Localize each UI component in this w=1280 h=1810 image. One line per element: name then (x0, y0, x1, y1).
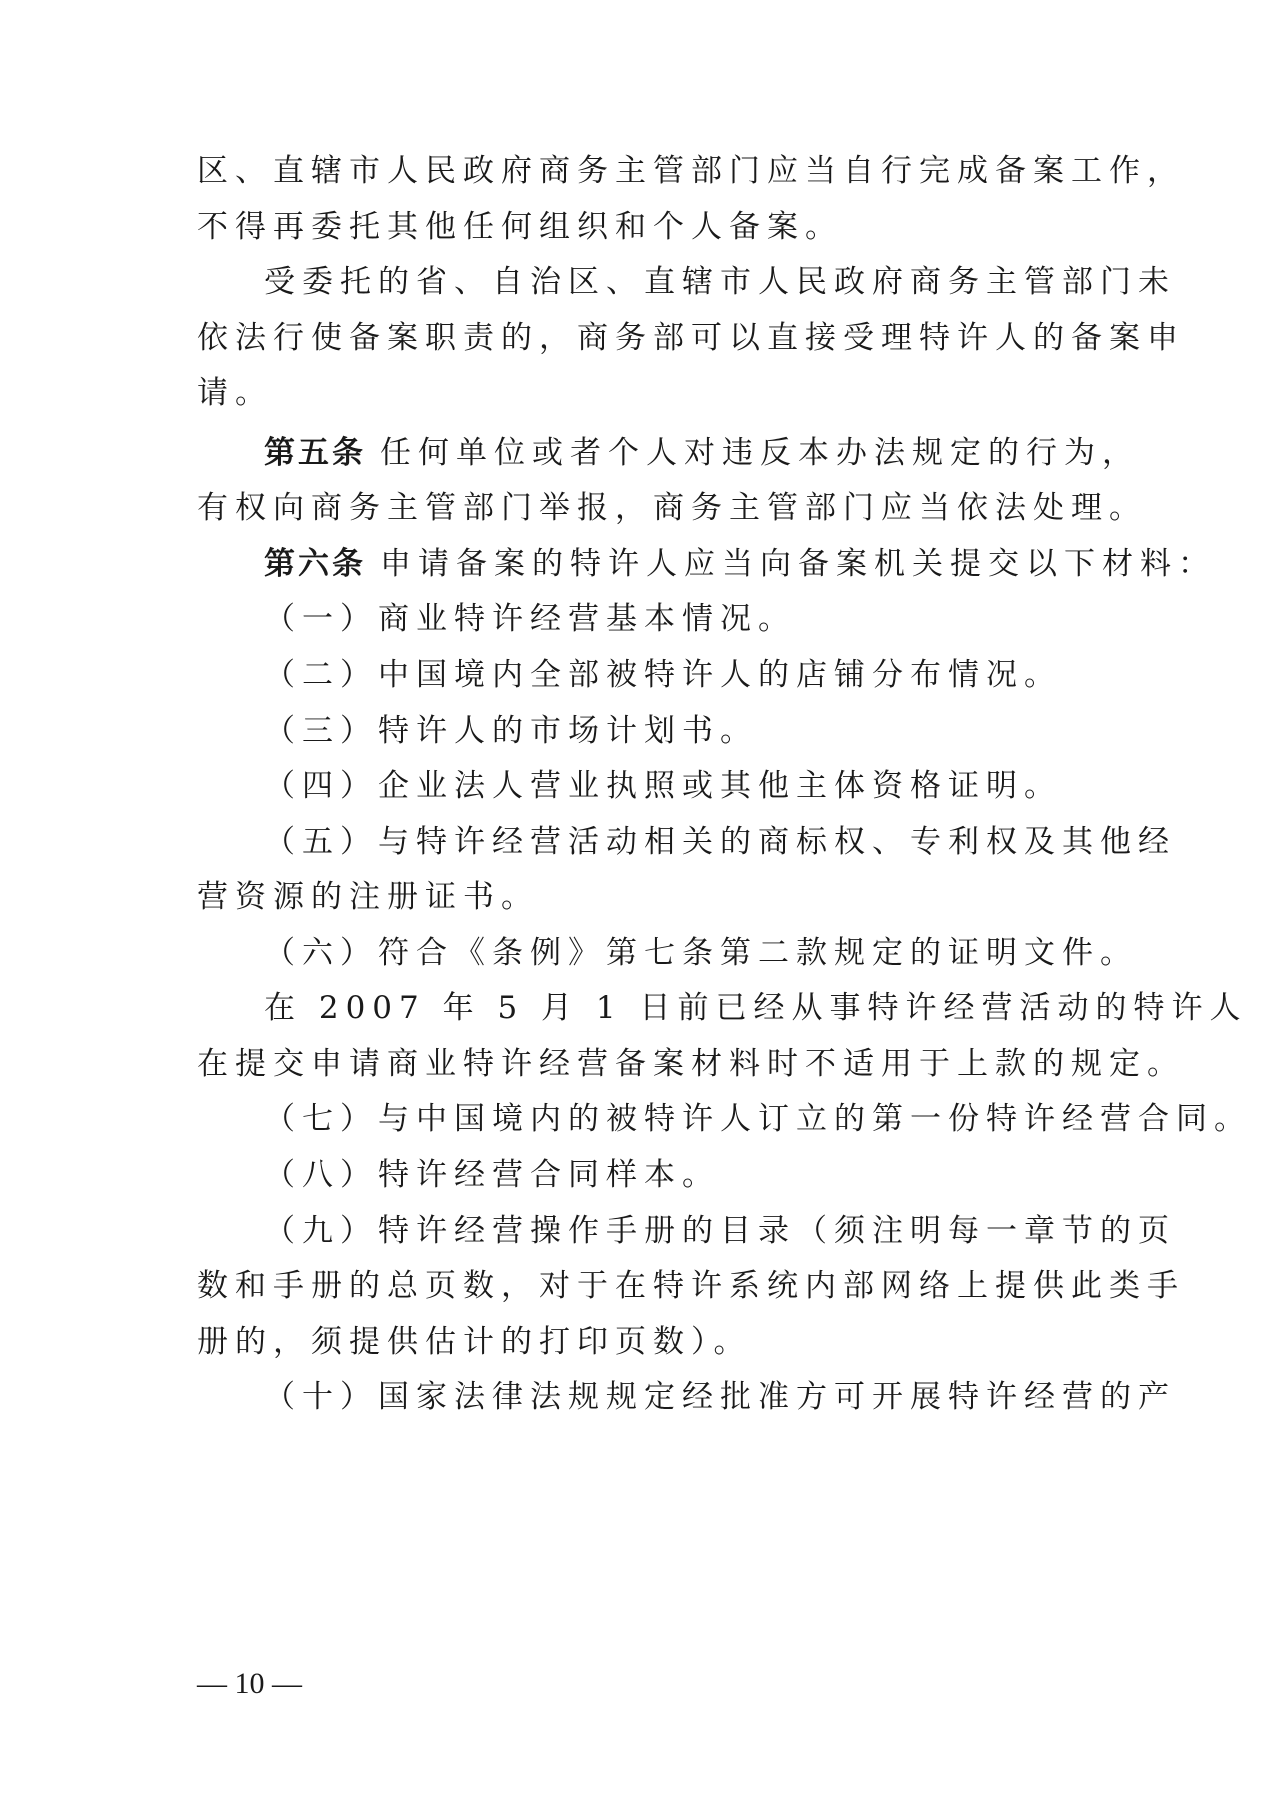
text-line: 营资源的注册证书。 (197, 879, 539, 915)
text-line: 受委托的省、自治区、直辖市人民政府商务主管部门未 (264, 264, 1176, 300)
list-item: （八）特许经营合同样本。 (264, 1157, 720, 1193)
text-segment: 申请备案的特许人应当向备案机关提交以下材料： (380, 546, 1216, 582)
text-line: 在 2007 年 5 月 1 日前已经从事特许经营活动的特许人 (264, 990, 1248, 1026)
article-5-label: 第五条 (264, 435, 366, 471)
list-item: （十）国家法律法规规定经批准方可开展特许经营的产 (264, 1379, 1176, 1415)
list-item: （二）中国境内全部被特许人的店铺分布情况。 (264, 657, 1062, 693)
text-segment: 任何单位或者个人对违反本办法规定的行为， (380, 435, 1140, 471)
text-line: 册的，须提供估计的打印页数）。 (197, 1324, 752, 1360)
list-item: （三）特许人的市场计划书。 (264, 713, 758, 749)
page-number: — 10 — (197, 1667, 302, 1700)
list-item: （四）企业法人营业执照或其他主体资格证明。 (264, 768, 1062, 804)
list-item: （一）商业特许经营基本情况。 (264, 601, 796, 637)
text-line: 有权向商务主管部门举报，商务主管部门应当依法处理。 (197, 490, 1147, 526)
list-item: （七）与中国境内的被特许人订立的第一份特许经营合同。 (264, 1101, 1252, 1137)
list-item: （九）特许经营操作手册的目录（须注明每一章节的页 (264, 1213, 1176, 1249)
article-5-line (264, 433, 1140, 473)
list-item: （六）符合《条例》第七条第二款规定的证明文件。 (264, 935, 1138, 971)
text-line: 不得再委托其他任何组织和个人备案。 (197, 209, 843, 245)
article-6-line (264, 544, 1216, 584)
text-line: 区、直辖市人民政府商务主管部门应当自行完成备案工作， (197, 153, 1185, 189)
text-line: 请。 (197, 375, 273, 411)
text-line: 数和手册的总页数，对于在特许系统内部网络上提供此类手 (197, 1268, 1185, 1304)
list-item: （五）与特许经营活动相关的商标权、专利权及其他经 (264, 824, 1176, 860)
text-line: 依法行使备案职责的，商务部可以直接受理特许人的备案申 (197, 320, 1185, 356)
text-line: 在提交申请商业特许经营备案材料时不适用于上款的规定。 (197, 1046, 1185, 1082)
article-6-label: 第六条 (264, 546, 366, 582)
